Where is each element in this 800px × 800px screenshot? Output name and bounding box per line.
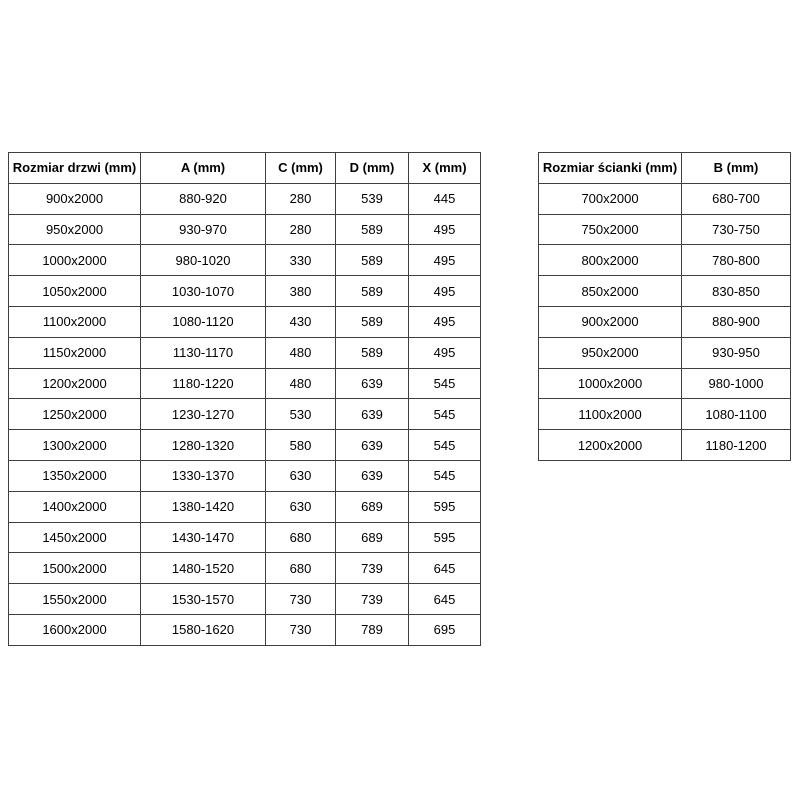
table-header-row: [539, 153, 791, 184]
table-cell: 330: [266, 245, 336, 276]
column-header: Rozmiar drzwi (mm): [9, 153, 141, 184]
table-cell: 639: [336, 460, 409, 491]
table-row: [539, 214, 791, 245]
table-cell: 480: [266, 337, 336, 368]
table-cell: 280: [266, 183, 336, 214]
table-row: [9, 214, 481, 245]
table-cell: 280: [266, 214, 336, 245]
table-row: [9, 276, 481, 307]
table-cell: 695: [409, 614, 481, 645]
table-cell: 495: [409, 306, 481, 337]
table-cell: 680: [266, 522, 336, 553]
table-row: [9, 368, 481, 399]
table-row: [9, 460, 481, 491]
table-cell: 430: [266, 306, 336, 337]
table-cell: 900x2000: [539, 306, 682, 337]
table-cell: 639: [336, 399, 409, 430]
table-cell: 1300x2000: [9, 430, 141, 461]
table-cell: 1000x2000: [539, 368, 682, 399]
table-cell: 1200x2000: [539, 430, 682, 461]
table-row: [9, 245, 481, 276]
table-cell: 589: [336, 245, 409, 276]
table-cell: 630: [266, 491, 336, 522]
table-cell: 789: [336, 614, 409, 645]
table-cell: 589: [336, 276, 409, 307]
table-cell: 589: [336, 214, 409, 245]
table-row: [9, 337, 481, 368]
table-cell: 530: [266, 399, 336, 430]
table-cell: 1100x2000: [9, 306, 141, 337]
table-cell: 645: [409, 584, 481, 615]
table-cell: 480: [266, 368, 336, 399]
table-cell: 930-950: [682, 337, 791, 368]
table-cell: 980-1020: [141, 245, 266, 276]
table-cell: 1180-1200: [682, 430, 791, 461]
table-cell: 1130-1170: [141, 337, 266, 368]
table-cell: 639: [336, 430, 409, 461]
table-cell: 680: [266, 553, 336, 584]
column-header: B (mm): [682, 153, 791, 184]
table-cell: 589: [336, 337, 409, 368]
door-sizes-table: [8, 152, 481, 646]
table-row: [9, 183, 481, 214]
table-cell: 545: [409, 399, 481, 430]
table-cell: 950x2000: [9, 214, 141, 245]
table-cell: 1430-1470: [141, 522, 266, 553]
table-cell: 739: [336, 584, 409, 615]
table-row: [539, 368, 791, 399]
table-cell: 545: [409, 460, 481, 491]
table-row: [9, 553, 481, 584]
table-cell: 689: [336, 522, 409, 553]
column-header: C (mm): [266, 153, 336, 184]
column-header: D (mm): [336, 153, 409, 184]
table-cell: 700x2000: [539, 183, 682, 214]
table-cell: 1500x2000: [9, 553, 141, 584]
table-cell: 680-700: [682, 183, 791, 214]
table-row: [9, 306, 481, 337]
table-cell: 730: [266, 584, 336, 615]
table-cell: 545: [409, 368, 481, 399]
table-cell: 930-970: [141, 214, 266, 245]
table-cell: 1050x2000: [9, 276, 141, 307]
table-row: [539, 276, 791, 307]
table-cell: 1580-1620: [141, 614, 266, 645]
table-row: [539, 399, 791, 430]
table-cell: 730: [266, 614, 336, 645]
table-row: [9, 614, 481, 645]
table-cell: 1380-1420: [141, 491, 266, 522]
table-cell: 1080-1100: [682, 399, 791, 430]
table-cell: 980-1000: [682, 368, 791, 399]
table-cell: 800x2000: [539, 245, 682, 276]
table-row: [9, 522, 481, 553]
wall-panel-sizes-table: [538, 152, 791, 461]
table-cell: 880-900: [682, 306, 791, 337]
table-cell: 639: [336, 368, 409, 399]
table-row: [9, 584, 481, 615]
table-cell: 1330-1370: [141, 460, 266, 491]
table-cell: 1550x2000: [9, 584, 141, 615]
table-cell: 1230-1270: [141, 399, 266, 430]
table-cell: 900x2000: [9, 183, 141, 214]
table-cell: 580: [266, 430, 336, 461]
table-cell: 495: [409, 245, 481, 276]
table-cell: 750x2000: [539, 214, 682, 245]
table-cell: 495: [409, 214, 481, 245]
table-cell: 689: [336, 491, 409, 522]
table-cell: 589: [336, 306, 409, 337]
table-cell: 495: [409, 276, 481, 307]
table-cell: 1250x2000: [9, 399, 141, 430]
table-cell: 1030-1070: [141, 276, 266, 307]
column-header: Rozmiar ścianki (mm): [539, 153, 682, 184]
table-cell: 1480-1520: [141, 553, 266, 584]
table-cell: 545: [409, 430, 481, 461]
table-row: [539, 306, 791, 337]
table-cell: 595: [409, 522, 481, 553]
table-cell: 539: [336, 183, 409, 214]
table-row: [9, 399, 481, 430]
table-cell: 739: [336, 553, 409, 584]
table-cell: 445: [409, 183, 481, 214]
table-cell: 630: [266, 460, 336, 491]
table-cell: 380: [266, 276, 336, 307]
table-cell: 1200x2000: [9, 368, 141, 399]
table-cell: 1400x2000: [9, 491, 141, 522]
table-row: [539, 245, 791, 276]
table-row: [539, 337, 791, 368]
table-cell: 830-850: [682, 276, 791, 307]
table-row: [539, 430, 791, 461]
table-cell: 1100x2000: [539, 399, 682, 430]
table-cell: 495: [409, 337, 481, 368]
table-cell: 1450x2000: [9, 522, 141, 553]
table-cell: 1080-1120: [141, 306, 266, 337]
column-header: X (mm): [409, 153, 481, 184]
table-row: [539, 183, 791, 214]
table-row: [9, 430, 481, 461]
table-cell: 780-800: [682, 245, 791, 276]
table-cell: 1150x2000: [9, 337, 141, 368]
table-cell: 595: [409, 491, 481, 522]
table-header-row: [9, 153, 481, 184]
table-row: [9, 491, 481, 522]
column-header: A (mm): [141, 153, 266, 184]
table-cell: 730-750: [682, 214, 791, 245]
table-cell: 1280-1320: [141, 430, 266, 461]
table-cell: 1600x2000: [9, 614, 141, 645]
table-cell: 850x2000: [539, 276, 682, 307]
table-cell: 950x2000: [539, 337, 682, 368]
table-cell: 1350x2000: [9, 460, 141, 491]
table-cell: 880-920: [141, 183, 266, 214]
table-cell: 1180-1220: [141, 368, 266, 399]
table-cell: 1530-1570: [141, 584, 266, 615]
table-cell: 1000x2000: [9, 245, 141, 276]
table-cell: 645: [409, 553, 481, 584]
